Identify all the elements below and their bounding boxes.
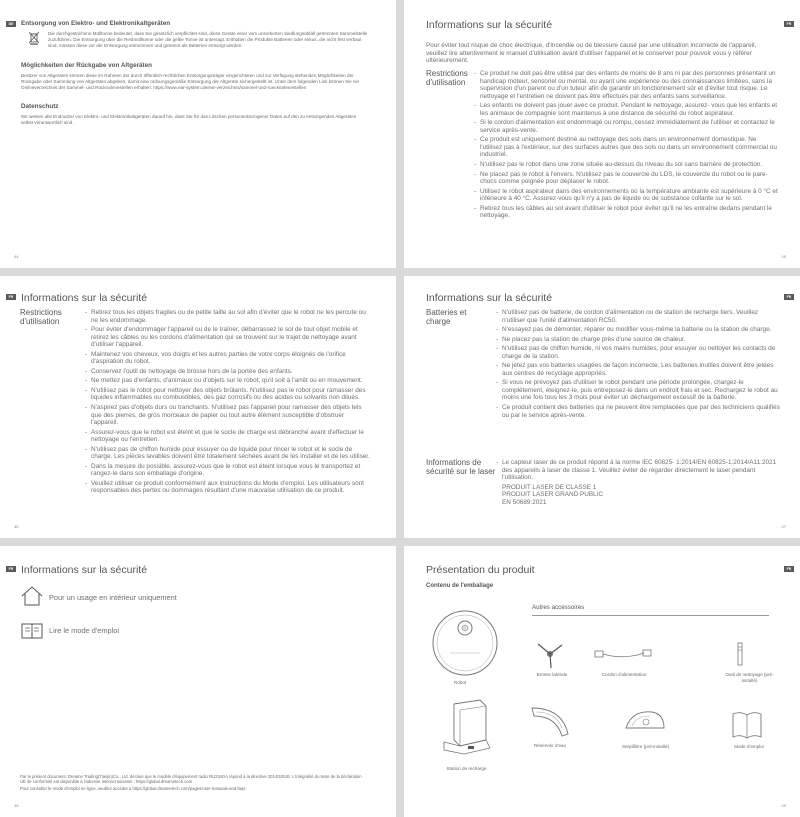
page-title: Informations sur la sécurité — [21, 564, 148, 576]
manual-icon — [21, 623, 43, 639]
list-item: - Utilisez le robot aspirateur dans des environnements où la température ambiante est supérieure à 0 °C et inférieure à 40 °C. Assurez-vous qu'il n'y a pas de liquide ou de substance collante sur le sol. — [474, 188, 779, 203]
list-item: - N'utilisez pas de batterie, de cordon d'alimentation ou de station de recharge tiers. Veuillez n'utiliser que l'unité d'alimentation RC50. — [496, 309, 781, 324]
user-manual-illustration — [731, 710, 763, 740]
station-label: Station de recharge — [446, 766, 487, 771]
list-item: - Retirez tous les câbles au sol avant d'utiliser le robot pour éviter qu'il ne les entraîne dedans pendant le nettoyage. — [474, 205, 779, 220]
accessories-title: Autres accessoires — [532, 604, 585, 611]
power-cord-illustration — [594, 646, 652, 662]
list-item: - Ne mettez pas d'enfants, d'animaux ou d'objets sur le robot, qu'il soit à l'arrêt ou en mouvement. — [85, 377, 370, 385]
language-tag: FR — [784, 21, 794, 27]
list-item: - Ne placez pas le robot à l'envers. N'utilisez pas le couvercle du LDS, le couvercle du robot ou le pare-chocs comme poignée pour déplacer le robot. — [474, 171, 779, 186]
page-44 — [0, 0, 396, 268]
laser-section — [496, 459, 781, 506]
laser-text: - Le capteur laser de ce produit répond à la norme IEC 60825- 1:2014/EN 60825-1:2014/A11:2021 des appareils à laser de classe 1. Veuillez éviter de regarder directement le laser pendant l'utilisation. — [496, 459, 781, 482]
list-item: - Retirez tous les objets fragiles ou de petite taille au sol afin d'éviter que le robot ne les percute ou ne les endommage. — [85, 309, 370, 324]
cleaning-tool-illustration — [734, 642, 746, 666]
list-item: - Pour éviter d'endommager l'appareil ou de le traîner, débarrassez le sol de tout objet mobile et retirez les câbles ou les cordons d'alimentation qui se trouvent sur le trajet de nettoyage avant d'utiliser l'appareil. — [85, 326, 370, 349]
side-brush-label: Brosse latérale — [536, 672, 568, 677]
water-tank-illustration — [528, 704, 572, 740]
list-item: - Si le cordon d'alimentation est endommagé ou rompu, cessez immédiatement de l'utiliser et contactez le service après-vente. — [474, 119, 779, 134]
robot-illustration — [430, 608, 500, 678]
list-item: - Maintenez vos cheveux, vos doigts et les autres parties de votre corps éloignés de l'orifice d'aspiration du robot. — [85, 351, 370, 366]
list-item: - Conservez l'outil de nettoyage de brosse hors de la portée des enfants. — [85, 368, 370, 376]
bullet-list — [474, 70, 779, 222]
declaration-text: Par le présent document, Dreame Trading(Tianjin)Co., Ltd. déclare que le modèle d'équipement radio RLD34GA répond à la directive 2014/53/UE. L'intégralité du texte de la déclaration UE de conformité est disponible à l'adresse Internet suivante : https://global.dreametech.com — [20, 774, 362, 785]
list-item: - Ce produit est uniquement destiné au nettoyage des sols dans un environnement domestique. Ne l'utilisez pas à l'extérieur, sur des surfaces autres que des sols ou dans un environnement commercial ou industriel. — [474, 136, 779, 159]
language-tag: DE — [6, 21, 16, 27]
list-item: - N'utilisez pas le robot dans une zone située au-dessus du niveau du sol sans barrière de protection. — [474, 161, 779, 169]
manual-label: Mode d'emploi — [734, 744, 764, 749]
list-item: - N'essayez pas de démonter, réparer ou modifier vous-même la batterie ou la station de charge. — [496, 326, 781, 334]
list-item: - Ce produit contient des batteries qui ne peuvent être remplacées que par des techniciens qualifiés ou par le service après-vente. — [496, 404, 781, 419]
list-item: - Assurez-vous que le robot est éteint et que le socle de charge est débranché avant d'effectuer le nettoyage ou l'entretien. — [85, 429, 370, 444]
page-title: Informations sur la sécurité — [426, 292, 553, 304]
list-item: - N'aspirez pas d'objets durs ou tranchants. N'utilisez pas l'appareil pour ramasser des objets tels que des pierres, de gros morceaux de papier ou tout autre élément susceptible d'obstruer l'appareil. — [85, 404, 370, 427]
language-tag: FR — [784, 294, 794, 300]
page-number: 44 — [14, 254, 19, 259]
list-item: - Ne placez pas la station de charge près d'une source de chaleur. — [496, 336, 781, 344]
laser-line: EN 50689:2021 — [502, 498, 547, 506]
cleaning-tool-label: Outil de nettoyage (pré-installé) — [725, 672, 774, 683]
online-manual-text: Pour consulter le mode d'emploi en ligne, veuillez accéder à https://global.dreametech.com/pages/user-manuals-and-faqs — [20, 786, 246, 791]
page-title: Informations sur la sécurité — [426, 19, 553, 31]
heading-return: Möglichkeiten der Rückgabe von Altgeräten — [21, 62, 152, 69]
privacy-text: Wir weisen alle Endnutzer von Elektro- und Elektronikaltgeräten darauf hin, dass Sie für das Löschen personenbezogener Daten auf den zu entsorgenden Altgeräten selbst verantwortlich sind. — [21, 114, 357, 125]
list-item: - Si vous ne prévoyez pas d'utiliser le robot pendant une période prolongée, chargez-le complètement, éteignez-le, puis entreposez-le dans un endroit frais et sec. Rechargez le robot au moins une fois tous les 3 mois pour éviter un déchargement excessif de la batterie. — [496, 379, 781, 402]
water-tank-label: Réservoir d'eau — [533, 743, 567, 748]
list-item: - Ne jetez pas vos batteries usagées de façon incorrecte. Les batteries inutiles doivent être jetées aux centres de recyclage appropriés. — [496, 362, 781, 377]
page-45 — [404, 0, 800, 268]
language-tag: FR — [6, 566, 16, 572]
robot-label: Robot — [454, 680, 467, 685]
side-label-batteries: Batteries et charge — [426, 308, 467, 326]
list-item: - N'utilisez pas de chiffon humide, ni vos mains humides, pour essuyer ou nettoyer les contacts de charge de la station. — [496, 345, 781, 360]
list-item: - Les enfants ne doivent pas jouer avec ce produit. Pendant le nettoyage, assurez- vous que les enfants et les animaux de compagnie sont maintenus à une distance de sécurité du robot aspirateur. — [474, 102, 779, 117]
return-text: Besitzer von Altgeräten können diese im Rahmen der durch öffentlich-rechtlichen Entsorgungsträger eingerichteten und zur Verfügung stehenden Möglichkeiten der Rückgabe oder Sammlung von Altgeräten abgeben, damit eine ordnungsgemäße Entsorgung der Altgeräte sichergestellt ist. Unter dem folgenden Link können Sie ein Onlineverzeichnis der Sammel- und Rücknahmestellen erhalten: https://www.ear-system.de/ear-verzeichnis/sammel-und-ruecknahmestellen — [21, 73, 360, 90]
side-brush-illustration — [535, 639, 565, 669]
page-46 — [0, 276, 396, 538]
page-title: Informations sur la sécurité — [21, 292, 148, 304]
page-49 — [404, 546, 800, 817]
page-number: 47 — [781, 524, 786, 529]
section-subtitle: Contenu de l'emballage — [426, 583, 494, 589]
intro-text: Pour éviter tout risque de choc électrique, d'incendie ou de blessure causé par une utilisation incorrecte de l'appareil, veuillez lire attentivement le manuel d'utilisation avant d'utiliser l'appareil et le conserver pour pouvoir vous y référer ultérieurement. — [426, 42, 757, 65]
list-item: - Dans la mesure du possible, assurez-vous que le robot est éteint lorsque vous le transportez et rangez-le dans son emballage d'origine. — [85, 463, 370, 478]
house-icon — [21, 586, 43, 606]
page-number: 46 — [14, 524, 19, 529]
page-number: 48 — [14, 803, 19, 808]
list-item: - Veuillez utiliser ce produit conformément aux instructions du Mode d'emploi. Les utilisateurs sont responsables des pertes ou dommages résultant d'une mauvaise utilisation de ce produit. — [85, 480, 370, 495]
language-tag: FR — [784, 566, 794, 572]
heading-privacy: Datenschutz — [21, 103, 59, 110]
charging-station-illustration — [442, 696, 492, 756]
mop-label: Serpillière (pré-installé) — [621, 744, 670, 749]
laser-line: PRODUIT LASER DE CLASSE 1 — [502, 483, 597, 491]
indoor-use-text: Pour un usage en intérieur uniquement — [49, 593, 177, 602]
page-48 — [0, 546, 396, 817]
page-number: 49 — [781, 803, 786, 808]
bullet-list — [85, 309, 370, 497]
page-number: 45 — [781, 254, 786, 259]
crossed-bin-icon — [28, 31, 40, 45]
side-label-restrictions: Restrictions d'utilisation — [426, 69, 468, 87]
list-item: - N'utilisez pas le robot pour nettoyer des objets brûlants. N'utilisez pas le robot pour ramasser des liquides inflammables ou combustibles, des gaz corrosifs ou des acides ou solvants non dilués. — [85, 387, 370, 402]
heading-weee: Entsorgung von Elektro- und Elektronikaltgeräten — [21, 20, 171, 27]
side-label-laser: Informations de sécurité sur le laser — [426, 458, 496, 476]
power-cord-label: Cordon d'alimentation — [601, 672, 647, 677]
side-label-restrictions: Restrictions d'utilisation — [20, 308, 62, 326]
list-item: - N'utilisez pas de chiffon humide pour essuyer ou de liquide pour rincer le robot et le socle de charge. Les pièces lavables doivent être totalement séchées avant de les installer et de les utiliser. — [85, 446, 370, 461]
weee-text: Die durchgestrichene Mülltonne bedeutet, dass Sie gesetzlich verpflichtet sind, diese Geräte einer vom unsortierten Siedlungsabfall getrennten Sammelstelle zuzuführen. Die Entsorgung über die Restmülltonne oder die gelbe Tonne ist untersagt. Enthalten die Produkte Batterien oder Akkus, die nicht fest verbaut sind, müssen diese vor der Entsorgung entnommen und getrennt als Batterien entsorgt werden. — [48, 31, 368, 48]
mop-illustration — [622, 706, 668, 740]
page-47 — [404, 276, 800, 538]
battery-bullets — [496, 309, 781, 421]
laser-line: PRODUIT LASER GRAND PUBLIC — [502, 491, 604, 499]
language-tag: FR — [6, 294, 16, 300]
list-item: - Ce produit ne doit pas être utilisé par des enfants de moins de 8 ans ni par des personnes présentant un handicap moteur, sensoriel ou mental, ou ayant une expérience ou des connaissances limitées, sans la supervision d'un parent ou d'un tuteur afin de garantir un fonctionnement sûr et d'éviter tout risque. Le nettoyage et l'entretien ne doivent pas être effectués par des enfants sans surveillance. — [474, 70, 779, 100]
accessories-divider — [532, 615, 769, 616]
manual-text: Lire le mode d'emploi — [49, 626, 120, 635]
page-title: Présentation du produit — [426, 564, 535, 576]
